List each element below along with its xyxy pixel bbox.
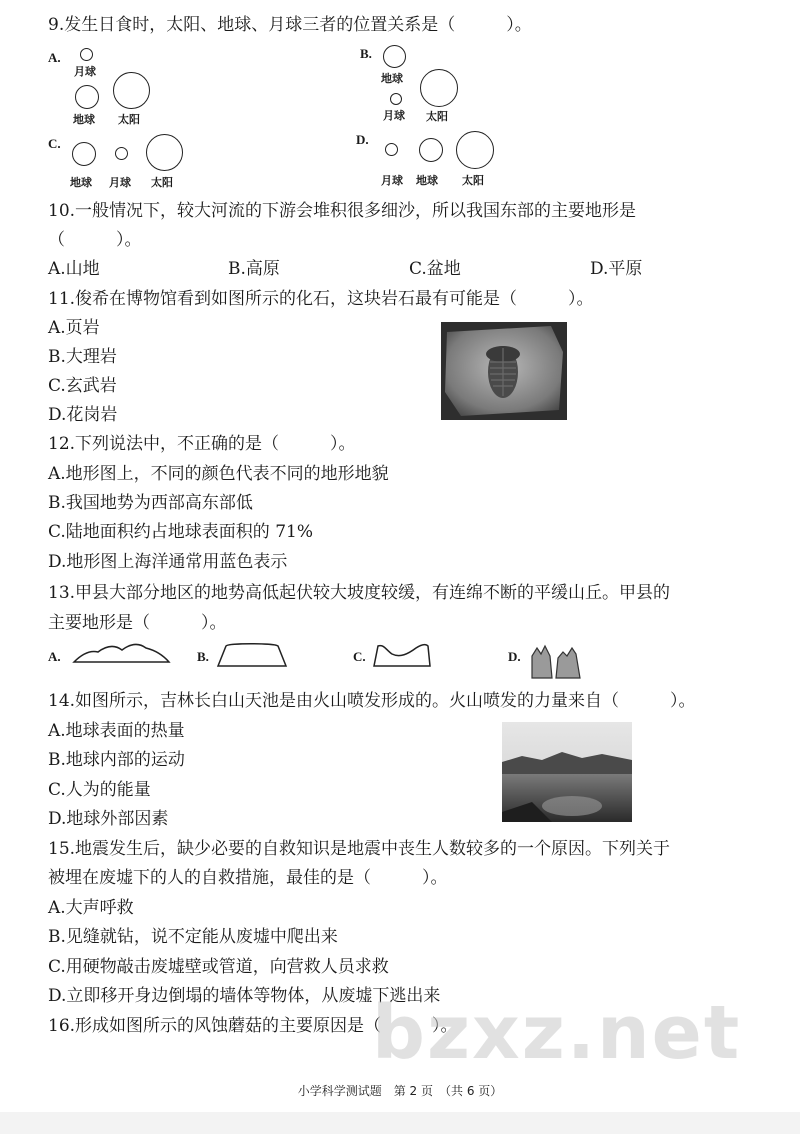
q9-option-c-letter: C.	[48, 136, 61, 151]
q13-stem-cont: 主要地形是（ ）。	[48, 613, 227, 633]
moon-circle	[390, 93, 402, 105]
q10-option-c: C.盆地	[409, 259, 461, 279]
q9-c-label-moon: 月球	[109, 176, 131, 189]
q10-option-b: B.高原	[228, 259, 280, 279]
hills-shape-icon	[72, 640, 172, 666]
sun-circle	[420, 69, 458, 107]
earth-circle	[383, 45, 406, 68]
moon-circle	[385, 143, 398, 156]
q11-option-d: D.花岗岩	[48, 405, 118, 425]
q10-option-d: D.平原	[590, 259, 643, 279]
q11-option-b: B.大理岩	[48, 347, 117, 367]
q13-option-c-letter: C.	[353, 649, 366, 664]
tianchi-lake-image	[502, 722, 632, 822]
q14-option-c: C.人为的能量	[48, 780, 151, 800]
q16-stem: 16.形成如图所示的风蚀蘑菇的主要原因是（ ）。	[48, 1016, 458, 1036]
sun-circle	[146, 134, 183, 171]
q10-stem: 10.一般情况下，较大河流的下游会堆积很多细沙，所以我国东部的主要地形是	[48, 201, 637, 221]
q13-option-a-letter: A.	[48, 649, 61, 664]
q9-d-label-moon: 月球	[381, 174, 403, 187]
q9-c-label-earth: 地球	[70, 176, 92, 189]
q9-a-label-moon: 月球	[74, 65, 96, 78]
q12-option-b: B.我国地势为西部高东部低	[48, 493, 253, 513]
q11-stem: 11.俊希在博物馆看到如图所示的化石，这块岩石最有可能是（ ）。	[48, 289, 594, 309]
moon-circle	[80, 48, 93, 61]
q15-option-b: B.见缝就钻，说不定能从废墟中爬出来	[48, 927, 338, 947]
q13-option-d-letter: D.	[508, 649, 521, 664]
q9-c-label-sun: 太阳	[151, 176, 173, 189]
q9-d-label-earth: 地球	[416, 174, 438, 187]
earth-circle	[75, 85, 99, 109]
q13-option-b-letter: B.	[197, 649, 209, 664]
q9-a-label-sun: 太阳	[118, 113, 140, 126]
earth-circle	[72, 142, 96, 166]
moon-circle	[115, 147, 128, 160]
q11-option-c: C.玄武岩	[48, 376, 117, 396]
q15-stem-cont: 被埋在废墟下的人的自救措施，最佳的是（ ）。	[48, 868, 448, 888]
q15-stem: 15.地震发生后，缺少必要的自救知识是地震中丧生人数较多的一个原因。下列关于	[48, 839, 671, 859]
q9-option-d-letter: D.	[356, 132, 369, 147]
q13-stem: 13.甲县大部分地区的地势高低起伏较大坡度较缓，有连绵不断的平缓山丘。甲县的	[48, 583, 671, 603]
q9-option-b-letter: B.	[360, 46, 372, 61]
earth-circle	[419, 138, 443, 162]
q15-option-d: D.立即移开身边倒塌的墙体等物体，从废墟下逃出来	[48, 986, 441, 1006]
sun-circle	[456, 131, 494, 169]
q9-b-label-earth: 地球	[381, 72, 403, 85]
watermark: bzxz.net	[372, 990, 742, 1076]
q14-option-b: B.地球内部的运动	[48, 750, 185, 770]
mountain-shape-icon	[528, 644, 584, 680]
q11-option-a: A.页岩	[48, 318, 100, 338]
q12-option-c: C.陆地面积约占地球表面积的 71%	[48, 522, 313, 542]
q9-d-label-sun: 太阳	[462, 174, 484, 187]
sun-circle	[113, 72, 150, 109]
q12-option-d: D.地形图上海洋通常用蓝色表示	[48, 552, 288, 572]
q12-option-a: A.地形图上，不同的颜色代表不同的地形地貌	[48, 464, 389, 484]
page-bottom-strip	[0, 1112, 800, 1134]
q12-stem: 12.下列说法中，不正确的是（ ）。	[48, 434, 356, 454]
q15-option-c: C.用硬物敲击废墟壁或管道，向营救人员求救	[48, 957, 389, 977]
q15-option-a: A.大声呼救	[48, 898, 134, 918]
q14-option-d: D.地球外部因素	[48, 809, 169, 829]
q14-option-a: A.地球表面的热量	[48, 721, 185, 741]
q9-b-label-moon: 月球	[383, 109, 405, 122]
q10-option-a: A.山地	[48, 259, 100, 279]
plateau-shape-icon	[216, 640, 288, 668]
q14-stem: 14.如图所示，吉林长白山天池是由火山喷发形成的。火山喷发的力量来自（ ）。	[48, 691, 696, 711]
q9-stem: 9.发生日食时，太阳、地球、月球三者的位置关系是（ ）。	[48, 15, 532, 35]
q9-a-label-earth: 地球	[73, 113, 95, 126]
page-footer: 小学科学测试题 第 2 页 （共 6 页）	[297, 1084, 503, 1098]
q9-b-label-sun: 太阳	[426, 110, 448, 123]
basin-shape-icon	[372, 640, 432, 668]
trilobite-fossil-image	[441, 322, 567, 420]
q10-stem-cont: （ ）。	[48, 230, 142, 250]
q9-option-a-letter: A.	[48, 50, 61, 65]
